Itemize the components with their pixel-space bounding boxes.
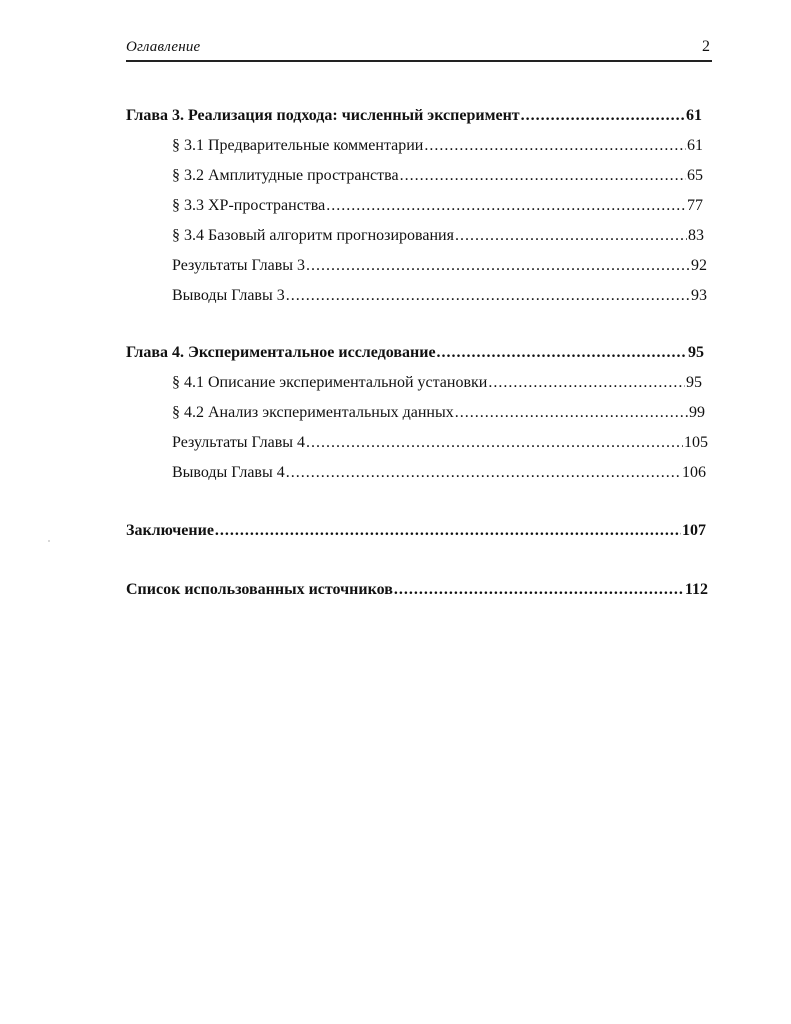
toc-section-3-2[interactable] — [172, 163, 703, 189]
toc-entry-page: 95 — [686, 374, 702, 391]
toc-entry-title: Глава 4. Экспериментальное исследование — [126, 344, 436, 361]
toc-entry-page: 77 — [687, 197, 703, 214]
toc-entry-title: Глава 3. Реализация подхода: численный эксперимент — [126, 107, 520, 124]
toc-results-chapter-4[interactable] — [172, 430, 708, 456]
toc-entry-title: § 4.1 Описание экспериментальной установки — [172, 374, 488, 391]
toc-chapter-3[interactable] — [126, 103, 702, 129]
toc-entry-page: 107 — [682, 522, 706, 539]
toc-entry-page: 65 — [687, 167, 703, 184]
toc-section-4-2[interactable] — [172, 400, 705, 426]
toc-entry-page: 106 — [682, 464, 706, 481]
toc-entry-page: 105 — [684, 434, 708, 451]
toc-entry-title: § 4.2 Анализ экспериментальных данных — [172, 404, 454, 421]
toc-entry-page: 112 — [684, 581, 708, 598]
toc-entry-title: § 3.2 Амплитудные пространства — [172, 167, 399, 184]
toc-entry-page: 92 — [691, 257, 707, 274]
toc-entry-page: 93 — [691, 287, 707, 304]
toc-entry-page: 95 — [688, 344, 704, 361]
toc-conclusion[interactable] — [126, 518, 706, 544]
toc-entry-page: 61 — [686, 107, 702, 124]
toc-entry-title: Выводы Главы 3 — [172, 287, 285, 304]
toc-chapter-4[interactable] — [126, 340, 704, 366]
toc-section-3-4[interactable] — [172, 223, 704, 249]
toc-conclusions-chapter-4[interactable] — [172, 460, 706, 486]
toc-entry-title: § 3.1 Предварительные комментарии — [172, 137, 424, 154]
toc-section-3-3[interactable] — [172, 193, 703, 219]
header-page-number: 2 — [702, 38, 710, 55]
toc-entry-page: 61 — [687, 137, 703, 154]
toc-leader-dots — [488, 370, 685, 396]
toc-leader-dots — [394, 577, 684, 603]
toc-results-chapter-3[interactable] — [172, 253, 707, 279]
toc-leader-dots — [286, 283, 690, 309]
toc-entry-title: § 3.4 Базовый алгоритм прогнозирования — [172, 227, 454, 244]
toc-conclusions-chapter-3[interactable] — [172, 283, 707, 309]
toc-section-4-1[interactable] — [172, 370, 702, 396]
toc-leader-dots — [306, 430, 683, 456]
toc-leader-dots — [326, 193, 686, 219]
toc-leader-dots — [306, 253, 690, 279]
toc-leader-dots — [437, 340, 687, 366]
header-title: Оглавление — [126, 39, 201, 55]
toc-leader-dots — [455, 223, 687, 249]
toc-leader-dots — [400, 163, 686, 189]
toc-entry-title: § 3.3 XP-пространства — [172, 197, 326, 214]
toc-references[interactable] — [126, 577, 708, 603]
toc-entry-title: Результаты Главы 4 — [172, 434, 305, 451]
toc-entry-title: Список использованных источников — [126, 581, 393, 598]
toc-leader-dots — [286, 460, 681, 486]
toc-entry-page: 83 — [688, 227, 704, 244]
toc-section-3-1[interactable] — [172, 133, 703, 159]
toc-leader-dots — [521, 103, 685, 129]
toc-entry-title: Результаты Главы 3 — [172, 257, 305, 274]
toc-leader-dots — [215, 518, 681, 544]
toc-entry-page: 99 — [689, 404, 705, 421]
scan-speck — [48, 540, 50, 542]
toc-leader-dots — [424, 133, 686, 159]
toc-entry-title: Выводы Главы 4 — [172, 464, 285, 481]
toc-entry-title: Заключение — [126, 522, 214, 539]
toc-leader-dots — [455, 400, 688, 426]
